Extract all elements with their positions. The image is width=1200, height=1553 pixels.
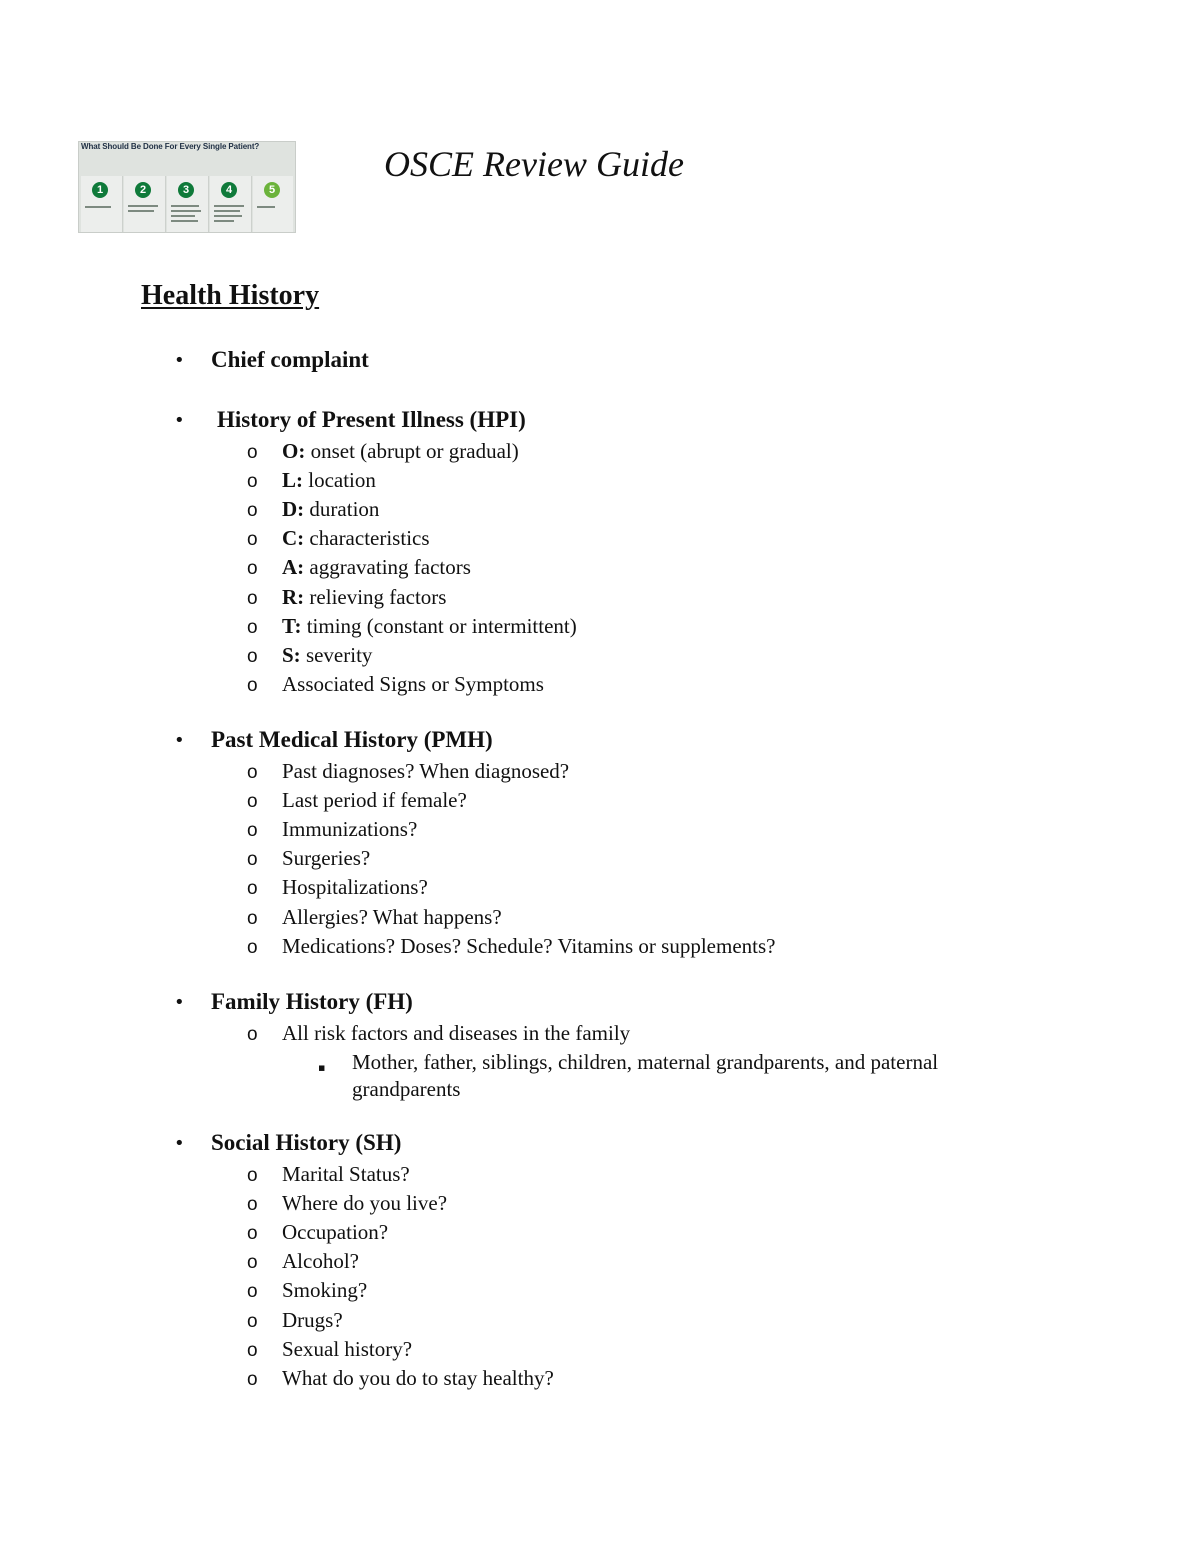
sub-bullet-icon: o <box>247 1339 258 1361</box>
outline-item <box>282 1278 367 1302</box>
outline-item <box>282 1308 343 1332</box>
sub-bullet-icon: o <box>247 1281 258 1303</box>
outline-item-text: characteristics <box>304 526 430 551</box>
outline-item-text: location <box>303 468 376 493</box>
outline-item <box>282 817 417 841</box>
outline-item-text: Marital Status? <box>282 1162 410 1186</box>
outline-item <box>282 585 446 609</box>
sub-bullet-icon: o <box>247 616 258 638</box>
step-number: 1 <box>92 182 108 198</box>
sub-bullet-icon: o <box>247 674 258 696</box>
step-number: 5 <box>264 182 280 198</box>
outline-item <box>282 1220 388 1244</box>
sub-bullet-icon: o <box>247 558 258 580</box>
outline-item-text: relieving factors <box>304 584 447 609</box>
sub-bullet-icon: o <box>247 1165 258 1186</box>
sub-bullet-icon: o <box>247 1194 258 1216</box>
outline-item <box>282 934 776 958</box>
outline-item-text: timing (constant or intermittent) <box>301 613 577 638</box>
outline-item <box>282 905 502 929</box>
outline-heading: Family History (FH) <box>211 989 413 1014</box>
sub-bullet-icon: o <box>247 500 258 522</box>
outline-item-text: severity <box>300 642 373 667</box>
slide-step-4 <box>210 176 252 233</box>
outline-item-text: All risk factors and diseases in the family <box>282 1021 631 1045</box>
outline-heading: History of Present Illness (HPI) <box>217 407 526 432</box>
outline-item <box>282 1162 410 1186</box>
sub-bullet-icon: o <box>247 471 258 493</box>
outline-item <box>282 555 471 579</box>
slide-caption: What Should Be Done For Every Single Patient? <box>81 142 260 151</box>
outline-heading: Past Medical History (PMH) <box>211 727 493 752</box>
outline-item-text: Surgeries? <box>282 846 371 871</box>
outline-item-text: Last period if female? <box>282 788 467 813</box>
outline-item <box>282 875 428 899</box>
outline-item-text: Drugs? <box>282 1307 343 1332</box>
outline-item <box>282 788 467 812</box>
outline-item-text: duration <box>304 497 380 522</box>
sub-bullet-icon: o <box>247 820 258 842</box>
slide-step-2 <box>124 176 166 233</box>
header-slide-image <box>78 141 296 233</box>
sub-bullet-icon: o <box>247 442 258 463</box>
outline-heading: Chief complaint <box>211 347 369 372</box>
step-number: 3 <box>178 182 194 198</box>
slide-steps <box>81 176 293 233</box>
bullet-icon: • <box>174 730 185 751</box>
section-heading: Health History <box>141 280 320 311</box>
outline-item <box>282 672 544 696</box>
outline-subitem-text: grandparents <box>352 1077 461 1102</box>
bullet-icon: • <box>174 992 185 1013</box>
outline-item <box>282 1337 412 1361</box>
outline-item <box>282 1366 554 1390</box>
mnemonic-letter: O: <box>282 439 306 463</box>
outline-item-text: Medications? Doses? Schedule? Vitamins or supplements? <box>282 933 776 958</box>
outline-subitem-text: Mother, father, siblings, children, maternal grandparents, and paternal <box>352 1050 939 1075</box>
sub-bullet-icon: o <box>247 762 258 783</box>
outline-item-text: Allergies? What happens? <box>282 904 502 929</box>
outline-item <box>282 1191 447 1215</box>
mnemonic-letter: A: <box>282 555 305 580</box>
outline-item <box>282 643 372 667</box>
outline-heading: Social History (SH) <box>211 1130 402 1155</box>
outline-item-text: onset (abrupt or gradual) <box>305 439 519 463</box>
sub-bullet-icon: o <box>247 1310 258 1332</box>
step-number: 4 <box>221 182 237 198</box>
outline-item <box>282 439 519 463</box>
bullet-icon: • <box>174 1133 185 1154</box>
mnemonic-letter: L: <box>282 468 303 493</box>
sub-bullet-icon: o <box>247 529 258 551</box>
outline-item-text: Smoking? <box>282 1278 368 1303</box>
sub-bullet-icon: o <box>247 1252 258 1274</box>
mnemonic-letter: D: <box>282 497 305 522</box>
mnemonic-letter: C: <box>282 526 305 551</box>
sub-bullet-icon: o <box>247 1024 258 1045</box>
outline-item-text: aggravating factors <box>304 555 471 580</box>
sub-bullet-icon: o <box>247 878 258 900</box>
slide-step-3 <box>167 176 209 233</box>
outline-item <box>282 468 376 492</box>
sub-bullet-icon: o <box>247 849 258 871</box>
outline-item <box>282 526 430 550</box>
bullet-icon: • <box>174 410 185 431</box>
outline-item-text: Sexual history? <box>282 1336 413 1361</box>
outline-item-text: Where do you live? <box>282 1191 448 1216</box>
outline-item-text: Hospitalizations? <box>282 875 428 900</box>
outline-item <box>282 1021 630 1045</box>
step-number: 2 <box>135 182 151 198</box>
outline-item-text: Immunizations? <box>282 817 418 842</box>
sub-bullet-icon: o <box>247 1223 258 1245</box>
sub-bullet-icon: o <box>247 587 258 609</box>
sub-bullet-icon: o <box>247 1368 258 1390</box>
outline-item-text: Past diagnoses? When diagnosed? <box>282 759 570 783</box>
outline-item <box>282 497 379 521</box>
outline-item <box>282 614 577 638</box>
outline-item <box>282 846 370 870</box>
sub-bullet-icon: o <box>247 936 258 958</box>
outline-item <box>282 759 569 783</box>
mnemonic-letter: S: <box>282 642 301 667</box>
outline-item-text: Associated Signs or Symptoms <box>282 671 544 696</box>
bullet-icon: • <box>174 350 185 371</box>
outline-item <box>282 1249 359 1273</box>
sub-bullet-icon: o <box>247 791 258 813</box>
outline-item-text: What do you do to stay healthy? <box>282 1365 554 1390</box>
square-bullet-icon: ▪ <box>318 1061 326 1075</box>
slide-step-5 <box>253 176 293 233</box>
document-title: OSCE Review Guide <box>384 144 684 184</box>
mnemonic-letter: T: <box>282 613 302 638</box>
outline-item-text: Occupation? <box>282 1220 389 1245</box>
mnemonic-letter: R: <box>282 584 305 609</box>
slide-step-1 <box>81 176 123 233</box>
sub-bullet-icon: o <box>247 645 258 667</box>
outline-item-text: Alcohol? <box>282 1249 359 1274</box>
sub-bullet-icon: o <box>247 907 258 929</box>
